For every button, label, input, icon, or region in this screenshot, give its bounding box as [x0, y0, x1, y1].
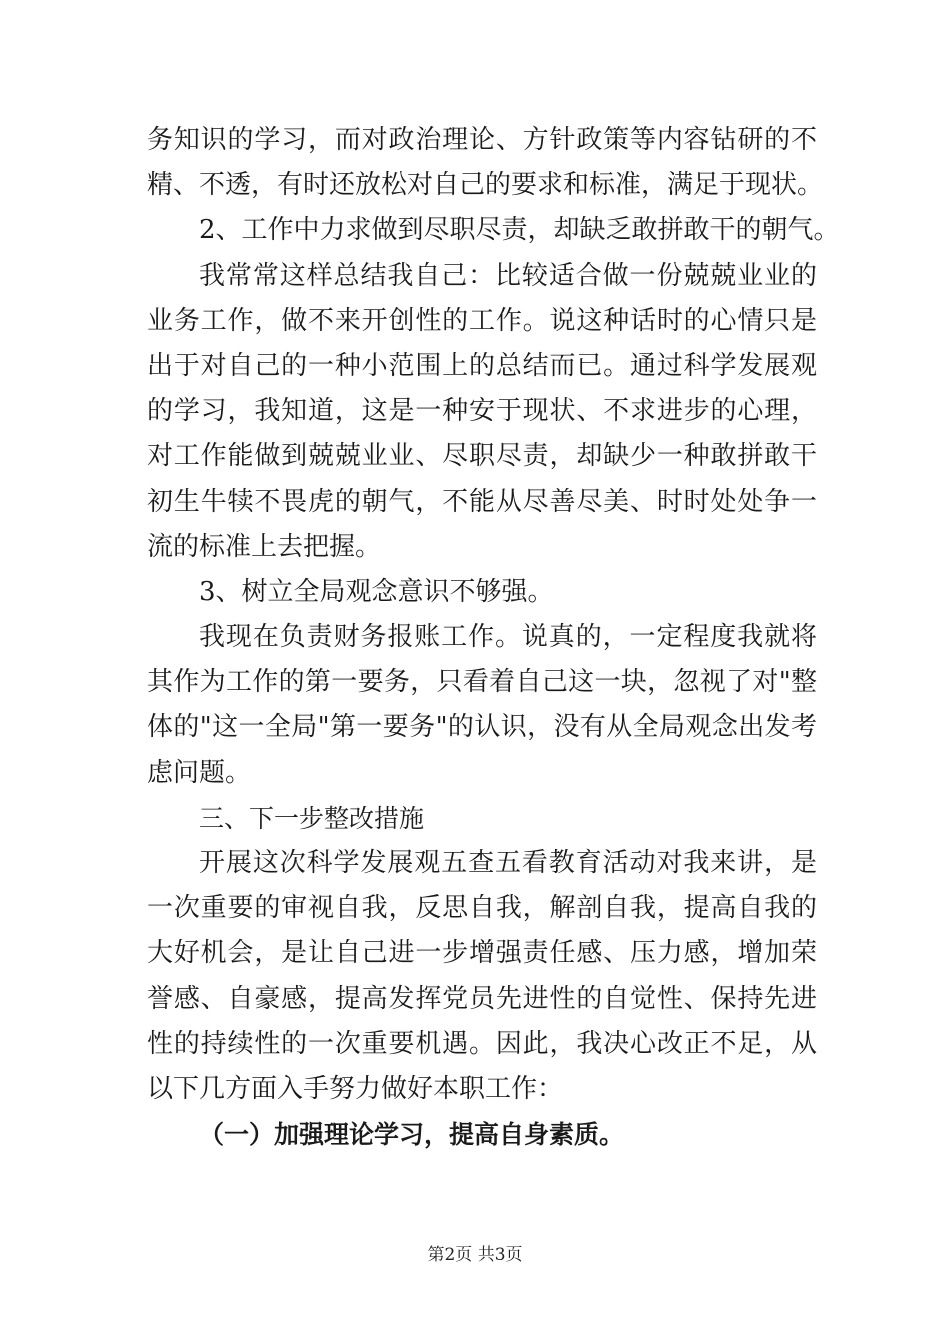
page-footer: 第2页 共3页: [427, 1245, 523, 1265]
body-text-line: 我现在负责财务报账工作。说真的，一定程度我就将: [199, 622, 817, 653]
body-text-line: 性的持续性的一次重要机遇。因此，我决心改正不足，从: [147, 1028, 817, 1059]
section-heading: 三、下一步整改措施: [199, 803, 425, 833]
body-text-line: 的学习，我知道，这是一种安于现状、不求进步的心理，: [147, 396, 817, 427]
subsection-heading: （一）加强理论学习，提高自身素质。: [199, 1120, 625, 1150]
body-text-line: 流的标准上去把握。: [147, 531, 382, 562]
body-text-line: 出于对自己的一种小范围上的总结而已。通过科学发展观: [147, 350, 817, 381]
body-text-line: 一次重要的审视自我，反思自我，解剖自我，提高自我的: [147, 893, 817, 924]
body-text-line: 精、不透，有时还放松对自己的要求和标准，满足于现状。: [147, 170, 824, 201]
body-text-line: 2、工作中力求做到尽职尽责，却缺乏敢拼敢干的朝气。: [199, 215, 840, 246]
body-text-line: 初生牛犊不畏虎的朝气，不能从尽善尽美、时时处处争一: [147, 486, 817, 517]
body-text-line: 3、树立全局观念意识不够强。: [199, 576, 554, 607]
body-text-line: 以下几方面入手努力做好本职工作：: [147, 1073, 564, 1104]
body-text-line: 其作为工作的第一要务，只看着自己这一块，忽视了对"整: [147, 667, 817, 698]
body-text-line: 务知识的学习，而对政治理论、方针政策等内容钻研的不: [147, 125, 817, 155]
body-text-line: 对工作能做到兢兢业业、尽职尽责，却缺少一种敢拼敢干: [147, 441, 817, 472]
body-text-line: 誉感、自豪感，提高发挥党员先进性的自觉性、保持先进: [147, 983, 817, 1014]
body-text-line: 大好机会，是让自己进一步增强责任感、压力感，增加荣: [147, 938, 817, 969]
body-text-line: 虑问题。: [147, 757, 252, 788]
document-body: [147, 118, 840, 1157]
body-text-line: 业务工作，做不来开创性的工作。说这种话时的心情只是: [147, 305, 817, 336]
body-text-line: 体的"这一全局"第一要务"的认识，没有从全局观念出发考: [147, 712, 817, 743]
body-text-line: 开展这次科学发展观五查五看教育活动对我来讲，是: [199, 848, 817, 878]
body-text-line: 我常常这样总结我自己：比较适合做一份兢兢业业的: [199, 260, 817, 291]
